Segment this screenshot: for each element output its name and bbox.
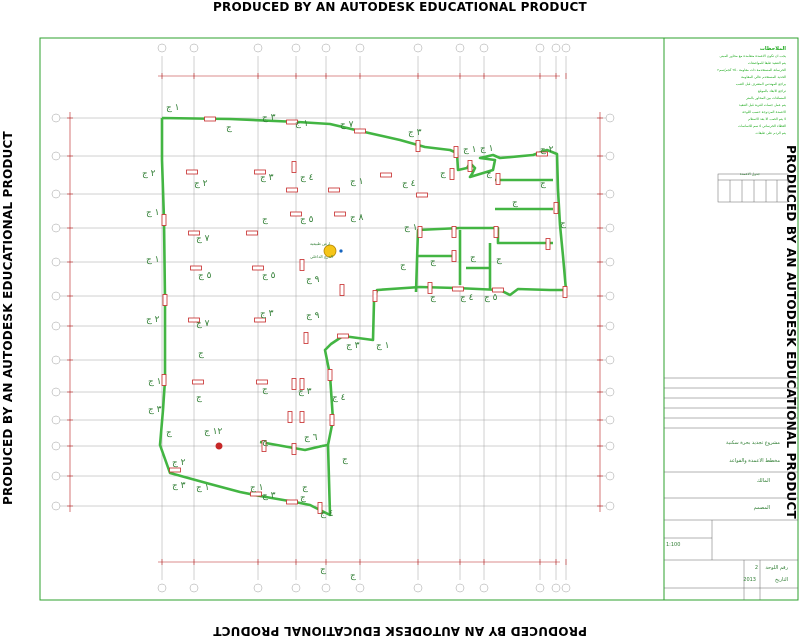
drawing-title: مخطط الاعمدة والقواعد: [729, 458, 780, 464]
column: [193, 380, 204, 384]
grid-bubble: [52, 258, 60, 266]
column-label: ٤ ج: [402, 179, 416, 189]
grid-bubble: [606, 258, 614, 266]
column-label: ج: [496, 255, 502, 265]
column-label: ج: [262, 437, 268, 447]
column-label: ٥ ج: [198, 271, 212, 281]
column-label: ٣ ج: [262, 491, 276, 501]
survey-point-icon: [339, 249, 342, 252]
column: [335, 212, 346, 216]
grid-bubble: [562, 44, 570, 52]
grid-bubble: [292, 584, 300, 592]
column-label: ج: [512, 198, 518, 208]
grid-bubble: [356, 584, 364, 592]
column: [496, 174, 500, 185]
column-label: ج: [226, 123, 232, 133]
column-label: ١ ج: [295, 119, 309, 129]
column: [328, 370, 332, 381]
column-label: ٤ ج: [300, 173, 314, 183]
column: [453, 287, 464, 291]
grid-bubble: [52, 442, 60, 450]
grid-bubble: [552, 584, 560, 592]
column: [416, 141, 420, 152]
column: [292, 379, 296, 390]
column-label: ج: [198, 349, 204, 359]
column: [454, 147, 458, 158]
column: [338, 334, 349, 338]
grid-bubble: [414, 44, 422, 52]
grid-bubble: [606, 356, 614, 364]
column-label: ١ ج: [480, 144, 494, 154]
column-label: ٧ ج: [196, 234, 210, 244]
column-label: ٣ ج: [172, 481, 186, 491]
note-line: يجب ان تكون الاعمدة متعامدة مع محاور المبنى: [719, 54, 786, 58]
column: [373, 291, 377, 302]
column: [563, 287, 567, 298]
grid-bubble: [254, 584, 262, 592]
date-label: التاريخ: [775, 577, 788, 583]
interior-wall-9: [322, 445, 328, 446]
grid-bubble: [536, 584, 544, 592]
note-line: الخرسانة المستخدمة ذات مقاومة ٢٥٠ كجم/سم٢: [717, 68, 786, 72]
note-line: يتم عمل جسات للتربة قبل التنفيذ: [738, 103, 786, 107]
column-label: ٩ ج: [306, 311, 320, 321]
grid-bubble: [356, 44, 364, 52]
column: [330, 415, 334, 426]
interior-wall-1: [416, 228, 553, 292]
sheet-number: 2: [754, 565, 758, 571]
column-label: ٢ ج: [194, 179, 208, 189]
column-label: ١ ج: [350, 177, 364, 187]
column-label: ٥ ج: [300, 215, 314, 225]
note-line: لا يتم الصب الا بعد الاستلام: [748, 117, 786, 121]
grid-lines: [60, 56, 606, 580]
column: [546, 239, 550, 250]
column-label: ١ ج: [463, 145, 477, 155]
column-label: ج: [350, 571, 356, 581]
grid-bubble: [606, 502, 614, 510]
column-label: ٢ ج: [146, 315, 160, 325]
column: [287, 188, 298, 192]
column: [191, 266, 202, 270]
owner-label: المالك: [756, 478, 770, 484]
column-label: ٣ ج: [262, 113, 276, 123]
column-label: ٧ ج: [340, 120, 354, 130]
column-label: ١ ج: [146, 208, 160, 218]
column-label: ج: [486, 169, 492, 179]
column-label: ٨ ج: [350, 213, 364, 223]
column-table-title: جدول الاعمدة: [739, 172, 760, 176]
designer-label: المصمم: [753, 505, 770, 511]
column-label: ج: [400, 261, 406, 271]
grid-bubble: [52, 322, 60, 330]
grid-bubble: [606, 114, 614, 122]
scale-value: 1:100: [666, 542, 681, 548]
column-label: ج: [166, 428, 172, 438]
grid-bubble: [158, 44, 166, 52]
grid-bubble: [414, 584, 422, 592]
column: [287, 500, 298, 504]
column-table: [718, 174, 788, 202]
grid-bubble: [52, 224, 60, 232]
column-label: ج: [440, 169, 446, 179]
column: [170, 468, 181, 472]
grid-bubble: [158, 584, 166, 592]
column-label: ٤ ج: [460, 293, 474, 303]
grid-bubble: [456, 584, 464, 592]
grid-bubble: [606, 292, 614, 300]
column-label: ج: [196, 393, 202, 403]
column-label: ٣ ج: [298, 387, 312, 397]
column-label: ٣ ج: [260, 309, 274, 319]
column: [417, 193, 428, 197]
marker-dot-icon: [216, 443, 223, 450]
grid-bubble: [606, 388, 614, 396]
watermark-bottom: PRODUCED BY AN AUTODESK EDUCATIONAL PRODUCT: [213, 624, 587, 638]
column-label: ٤ ج: [320, 509, 334, 519]
column: [205, 117, 216, 121]
watermark-right: PRODUCED BY AN AUTODESK EDUCATIONAL PRODUCT: [784, 145, 798, 519]
column-label: ١ ج: [404, 223, 418, 233]
column: [163, 295, 167, 306]
grid-bubble: [552, 44, 560, 52]
grid-bubble: [606, 442, 614, 450]
column-label: ٢ ج: [142, 169, 156, 179]
note-line: يتم الردم على طبقات: [755, 131, 786, 135]
note-line: المسافات بين المحاور بالمتر: [746, 96, 786, 100]
column: [300, 412, 304, 423]
column: [452, 251, 456, 262]
column-label: ٦ ج: [304, 433, 318, 443]
column-label: ج: [302, 483, 308, 493]
notes-title: الملاحظات: [759, 46, 786, 52]
grid-bubble: [456, 44, 464, 52]
grid-bubble: [322, 584, 330, 592]
column-label: ٤ ج: [332, 393, 346, 403]
grid-bubble: [322, 44, 330, 52]
grid-bubble: [480, 44, 488, 52]
column: [300, 260, 304, 271]
column-label: ٢ ج: [540, 145, 554, 155]
column: [253, 266, 264, 270]
column-label: ج: [540, 179, 546, 189]
note-line: يتم التنفيذ طبقا للمواصفات: [747, 61, 786, 65]
column-labels: [142, 103, 566, 581]
column-label: ٧ ج: [196, 319, 210, 329]
column-label: ٥ ج: [262, 271, 276, 281]
title-block-lines: [664, 174, 798, 600]
column: [381, 173, 392, 177]
column: [450, 169, 454, 180]
column: [493, 288, 504, 292]
column-label: ج: [300, 493, 306, 503]
grid-bubble: [52, 388, 60, 396]
grid-bubble: [52, 356, 60, 364]
watermark-left: PRODUCED BY AN AUTODESK EDUCATIONAL PRODUCT: [1, 131, 15, 505]
column: [494, 227, 498, 238]
column: [162, 375, 166, 386]
column: [355, 129, 366, 133]
grid-bubble: [292, 44, 300, 52]
grid-bubble: [52, 114, 60, 122]
column-label: ٩ ج: [306, 275, 320, 285]
column-label: ج: [560, 219, 566, 229]
grid-bubble: [52, 502, 60, 510]
column-label: ٣ ج: [408, 128, 422, 138]
note-line: تراجع الابعاد بالموقع: [758, 89, 786, 93]
column-label: ١٢ ج: [204, 427, 223, 437]
column: [292, 444, 296, 455]
column: [162, 215, 166, 226]
column-label: ٣ ج: [346, 341, 360, 351]
column-label: ١ ج: [376, 341, 390, 351]
center-label-1: ارض طبيعية: [310, 241, 331, 246]
column: [257, 380, 268, 384]
grid-bubble: [606, 472, 614, 480]
grid-bubble: [190, 584, 198, 592]
grid-bubble: [52, 416, 60, 424]
column: [468, 161, 472, 172]
column-label: ج: [342, 455, 348, 465]
project-name: مشروع تجديد بحرة سكنية: [726, 440, 780, 446]
grid-bubble: [606, 152, 614, 160]
column: [452, 227, 456, 238]
column-label: ٥ ج: [484, 293, 498, 303]
column: [292, 162, 296, 173]
date-value: 2013: [743, 577, 756, 583]
column: [288, 412, 292, 423]
column-label: ج: [262, 215, 268, 225]
column-label: ج: [262, 385, 268, 395]
column: [554, 203, 558, 214]
note-line: الغطاء الخرساني ٥ سم للاساسات: [738, 124, 786, 128]
grid-bubble: [52, 292, 60, 300]
grid-bubble: [536, 44, 544, 52]
column: [340, 285, 344, 296]
column-label: ج: [470, 253, 476, 263]
column: [418, 227, 422, 238]
column-label: ١ ج: [196, 483, 210, 493]
grid-bubble: [606, 322, 614, 330]
column-label: ١ ج: [166, 103, 180, 113]
columns: [162, 117, 567, 514]
column-label: ج: [430, 257, 436, 267]
column: [329, 188, 340, 192]
column-label: ج: [430, 293, 436, 303]
column-label: ١ ج: [148, 377, 162, 387]
note-line: الحديد المستخدم عالي المقاومة: [741, 75, 786, 79]
grid-bubble: [606, 224, 614, 232]
column: [187, 170, 198, 174]
grid-bubble: [52, 472, 60, 480]
note-line: الاعمدة المزدوجة حسب اللوحة: [742, 110, 786, 114]
column: [247, 231, 258, 235]
sheet-label: رقم اللوحة: [765, 565, 788, 571]
grid-bubble: [52, 190, 60, 198]
grid-bubble: [480, 584, 488, 592]
column-label: ٣ ج: [148, 405, 162, 415]
grid-bubble: [606, 416, 614, 424]
column-label: ٣ ج: [260, 173, 274, 183]
grid-bubble: [254, 44, 262, 52]
column-label: ١ ج: [250, 483, 264, 493]
grid-bubble: [52, 152, 60, 160]
column: [304, 333, 308, 344]
center-label-2: الدرج الداخلي: [310, 254, 333, 259]
note-line: يراجع المهندس المشرف قبل الصب: [735, 82, 786, 86]
grid-bubble: [190, 44, 198, 52]
watermark-top: PRODUCED BY AN AUTODESK EDUCATIONAL PRODUCT: [213, 0, 587, 14]
column-label: ج: [320, 565, 326, 575]
grid-bubble: [562, 584, 570, 592]
column: [428, 283, 432, 294]
column-label: ١ ج: [146, 255, 160, 265]
column-label: ٢ ج: [172, 458, 186, 468]
grid-bubble: [606, 190, 614, 198]
